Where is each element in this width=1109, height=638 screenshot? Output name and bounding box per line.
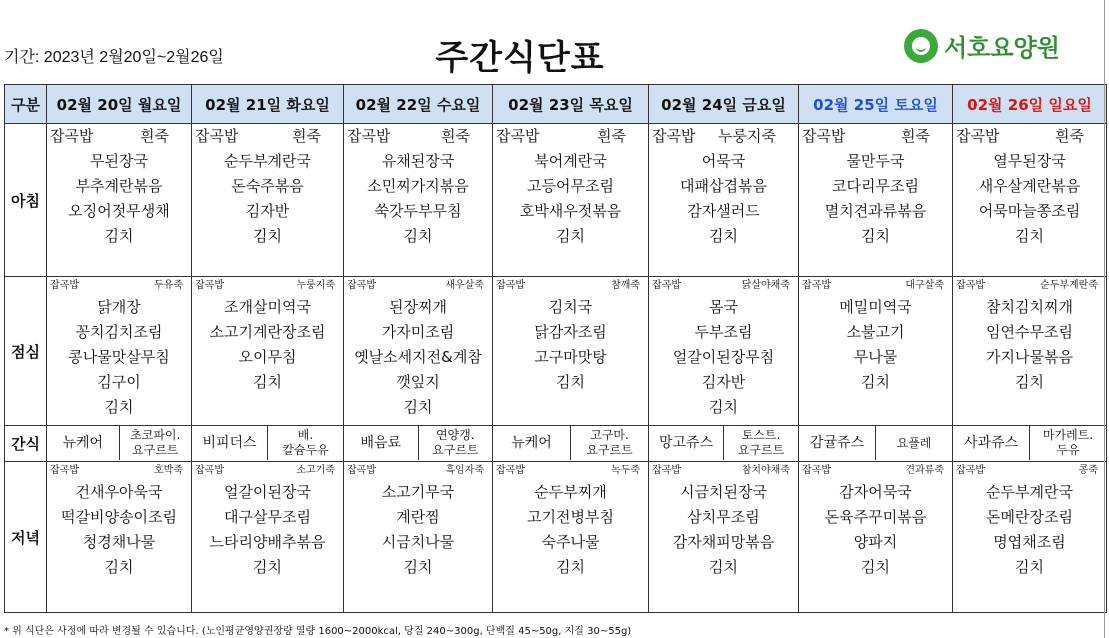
rice-line [493, 124, 648, 149]
menu-item: 오이무침 [238, 348, 297, 366]
snack-item: 배. 칼슘두유 [267, 426, 343, 460]
menu-item: 임연수무조림 [986, 323, 1073, 341]
rice-line [493, 277, 648, 295]
rice-item: 잡곡밥 [50, 280, 79, 291]
porridge-item: 대구살죽 [905, 280, 944, 291]
menu-item: 김치 [556, 558, 585, 576]
meal-label-snack: 간식 [5, 426, 47, 462]
snack-cell [953, 426, 1107, 462]
logo [904, 28, 1060, 63]
dinner-menu [47, 462, 191, 580]
snack-item: 배음료 [360, 434, 402, 451]
menu-item: 김치 [1015, 227, 1044, 245]
menu-item: 무된장국 [90, 152, 148, 170]
rice-line [493, 462, 648, 480]
menu-item: 소민찌가지볶음 [367, 177, 469, 195]
snack-cell [47, 426, 192, 462]
breakfast-cell [493, 124, 649, 277]
header-label: 구분 [5, 85, 47, 124]
dinner-cell [493, 462, 649, 613]
snack-item: 비피더스 [202, 434, 257, 451]
porridge-item: 누룽지죽 [718, 127, 776, 145]
snack-pair [47, 426, 191, 460]
rice-item: 잡곡밥 [195, 127, 239, 145]
dinner-cell [47, 462, 192, 613]
menu-item: 김치 [104, 558, 134, 576]
menu-item: 순두부계란국 [986, 483, 1073, 501]
dinner-menu [192, 462, 343, 580]
breakfast-menu [649, 124, 798, 249]
lunch-cell [493, 277, 649, 426]
breakfast-cell [192, 124, 344, 277]
menu-item: 순두부계란국 [224, 152, 311, 170]
rice-line [344, 124, 492, 149]
breakfast-menu [47, 124, 191, 249]
snack-pair [493, 426, 648, 460]
lunch-menu [344, 277, 492, 420]
menu-item: 김치 [861, 227, 890, 245]
menu-item: 물만두국 [846, 152, 905, 170]
menu-item: 감자채피망볶음 [672, 533, 775, 551]
lunch-row [5, 277, 1107, 426]
rice-line [47, 462, 191, 480]
rice-item: 잡곡밥 [347, 280, 376, 291]
rice-line [344, 462, 492, 480]
breakfast-cell [344, 124, 493, 277]
menu-item: 닭감자조림 [534, 323, 607, 341]
menu-item: 옛날소세지전&계참 [354, 348, 482, 366]
menu-item: 김자반 [701, 373, 746, 391]
breakfast-cell [953, 124, 1107, 277]
lunch-menu [799, 277, 952, 395]
menu-item: 호박새우젓볶음 [519, 202, 622, 220]
menu-item: 대패삽겹볶음 [680, 177, 767, 195]
rice-item: 잡곡밥 [956, 280, 985, 291]
lunch-cell [953, 277, 1107, 426]
day-header: 02월 21일 화요일 [192, 85, 344, 124]
rice-line [47, 277, 191, 295]
menu-item: 김치 [556, 227, 585, 245]
menu-item: 유채된장국 [381, 152, 455, 170]
meal-label-breakfast: 아침 [5, 124, 47, 277]
page-title: 주간식단표 [435, 38, 605, 78]
lunch-menu [649, 277, 798, 420]
menu-item: 시금치나물 [381, 533, 455, 551]
rice-line [649, 277, 798, 295]
breakfast-row [5, 124, 1107, 277]
weekly-menu-table [4, 84, 1107, 613]
porridge-item: 닭살야채죽 [741, 280, 790, 291]
porridge-item: 견과류죽 [905, 465, 944, 476]
day-header: 02월 22일 수요일 [344, 85, 493, 124]
menu-item: 어묵국 [701, 152, 746, 170]
lunch-menu [953, 277, 1106, 395]
menu-item: 김치 [253, 373, 282, 391]
rice-item: 잡곡밥 [347, 465, 376, 476]
dinner-cell [344, 462, 493, 613]
day-header-sunday: 02월 26일 일요일 [953, 85, 1107, 124]
menu-item: 김치 [709, 558, 738, 576]
lunch-cell [192, 277, 344, 426]
menu-item: 돈숙주볶음 [231, 177, 304, 195]
snack-pair [649, 426, 798, 460]
lunch-cell [344, 277, 493, 426]
snack-pair [799, 426, 952, 460]
menu-item: 오징어젓무생채 [68, 202, 170, 220]
snack-cell [192, 426, 344, 462]
snack-item: 초코파이. 요구르트 [119, 426, 192, 460]
rice-item: 잡곡밥 [802, 280, 831, 291]
rice-item: 잡곡밥 [956, 465, 985, 476]
rice-item: 잡곡밥 [802, 465, 831, 476]
footnote: * 위 식단은 사정에 따라 변경될 수 있습니다. (노인평균영양권장량 열량 1600~2000kcal, 당질 240~300g, 단백질 45~50g, 지질 30~55g) [4, 626, 632, 637]
rice-item: 잡곡밥 [195, 280, 224, 291]
rice-item: 잡곡밥 [347, 127, 391, 145]
snack-cell [493, 426, 649, 462]
snack-item: 마가레트. 두유 [1029, 426, 1106, 460]
porridge-item: 두유죽 [154, 280, 183, 291]
dinner-row [5, 462, 1107, 613]
menu-item: 된장찌개 [389, 298, 447, 316]
dinner-menu [649, 462, 798, 580]
menu-item: 김치 [861, 373, 890, 391]
menu-item: 돈메란장조림 [986, 508, 1073, 526]
breakfast-cell [47, 124, 192, 277]
porridge-item: 흰죽 [441, 127, 470, 145]
header-row [5, 85, 1107, 124]
porridge-item: 참치야채죽 [741, 465, 790, 476]
porridge-item: 콩죽 [1078, 465, 1098, 476]
rice-line [953, 462, 1106, 480]
day-header: 02월 24일 금요일 [649, 85, 799, 124]
menu-item: 어묵마늘쫑조림 [978, 202, 1081, 220]
day-header: 02월 23일 목요일 [493, 85, 649, 124]
dinner-menu [799, 462, 952, 580]
logo-name: 서호요양원 [944, 34, 1060, 62]
menu-item: 돈육주꾸미볶음 [824, 508, 927, 526]
menu-item: 무나물 [853, 348, 898, 366]
menu-item: 김치 [1015, 373, 1044, 391]
menu-item: 김자반 [245, 202, 290, 220]
porridge-item: 누룽지죽 [296, 280, 335, 291]
menu-item: 김치 [253, 558, 282, 576]
breakfast-menu [799, 124, 952, 249]
menu-item: 닭개장 [97, 298, 141, 316]
menu-item: 북어계란국 [534, 152, 607, 170]
snack-pair [192, 426, 343, 460]
menu-item: 소고기계란장조림 [209, 323, 326, 341]
snack-item: 망고쥬스 [658, 434, 714, 451]
menu-item: 삼치무조림 [687, 508, 760, 526]
rice-item: 잡곡밥 [50, 127, 94, 145]
menu-item: 떡갈비양송이조림 [61, 508, 177, 526]
rice-line [953, 124, 1106, 149]
rice-line [344, 277, 492, 295]
menu-item: 청경채나물 [82, 533, 156, 551]
lunch-cell [649, 277, 799, 426]
dinner-cell [649, 462, 799, 613]
rice-line [953, 277, 1106, 295]
menu-item: 감자어묵국 [839, 483, 912, 501]
snack-item: 요플레 [875, 426, 952, 460]
period-text: 기간: 2023년 2월20일~2월26일 [4, 49, 224, 66]
rice-line [192, 462, 343, 480]
breakfast-menu [493, 124, 648, 249]
menu-item: 느타리양배추볶음 [209, 533, 326, 551]
snack-pair [344, 426, 492, 460]
menu-item: 참치김치찌개 [986, 298, 1073, 316]
menu-item: 김치 [104, 227, 134, 245]
menu-item: 계란찜 [396, 508, 440, 526]
lunch-cell [799, 277, 953, 426]
menu-item: 고구마맛탕 [534, 348, 607, 366]
snack-cell [344, 426, 493, 462]
dinner-menu [493, 462, 648, 580]
menu-item: 두부조림 [694, 323, 753, 341]
porridge-item: 참깨죽 [611, 280, 640, 291]
menu-item: 대구살무조림 [224, 508, 311, 526]
rice-item: 잡곡밥 [652, 127, 696, 145]
menu-item: 조개살미역국 [224, 298, 311, 316]
meal-label-lunch: 점심 [5, 277, 47, 426]
snack-item: 연양갱. 요구르트 [418, 426, 493, 460]
snack-item: 뉴케어 [511, 434, 552, 451]
menu-item: 김치 [861, 558, 890, 576]
porridge-item: 녹두죽 [611, 465, 640, 476]
menu-item: 고기전병부침 [527, 508, 614, 526]
snack-item: 감귤쥬스 [809, 434, 865, 451]
snack-item: 고구마. 요구르트 [570, 426, 648, 460]
menu-item: 열무된장국 [993, 152, 1066, 170]
menu-item: 감자샐러드 [687, 202, 760, 220]
menu-item: 김치 [104, 398, 134, 416]
rice-item: 잡곡밥 [956, 127, 1000, 145]
smile-face-icon [904, 29, 938, 63]
breakfast-cell [649, 124, 799, 277]
rice-line [192, 277, 343, 295]
porridge-item: 흰죽 [901, 127, 930, 145]
menu-item: 건새우아욱국 [75, 483, 163, 501]
menu-item: 깻잎지 [396, 373, 440, 391]
porridge-item: 흰죽 [140, 127, 169, 145]
menu-item: 멸치견과류볶음 [824, 202, 927, 220]
porridge-item: 흰죽 [292, 127, 321, 145]
menu-item: 얼갈이된장무침 [672, 348, 775, 366]
rice-line [47, 124, 191, 149]
porridge-item: 새우살죽 [445, 280, 484, 291]
day-header-saturday: 02월 25일 토요일 [799, 85, 953, 124]
rice-line [799, 124, 952, 149]
breakfast-menu [192, 124, 343, 249]
menu-item: 고등어무조림 [527, 177, 614, 195]
rice-item: 잡곡밥 [496, 280, 525, 291]
menu-item: 김치 [403, 398, 433, 416]
menu-item: 김치 [709, 398, 738, 416]
porridge-item: 순두부계란죽 [1040, 280, 1098, 291]
porridge-item: 흰죽 [1055, 127, 1084, 145]
porridge-item: 소고기죽 [296, 465, 335, 476]
menu-item: 소고기무국 [381, 483, 455, 501]
menu-item: 김치 [709, 227, 738, 245]
rice-item: 잡곡밥 [802, 127, 846, 145]
lunch-menu [192, 277, 343, 395]
menu-item: 부추계란볶음 [75, 177, 163, 195]
dinner-cell [953, 462, 1107, 613]
menu-item: 얼갈이된장국 [224, 483, 311, 501]
rice-item: 잡곡밥 [652, 465, 681, 476]
snack-cell [799, 426, 953, 462]
day-header: 02월 20일 월요일 [47, 85, 192, 124]
menu-item: 김치 [1015, 558, 1044, 576]
menu-item: 양파지 [853, 533, 898, 551]
rice-item: 잡곡밥 [496, 465, 525, 476]
rice-item: 잡곡밥 [50, 465, 79, 476]
rice-line [799, 462, 952, 480]
menu-item: 소불고기 [846, 323, 905, 341]
snack-row [5, 426, 1107, 462]
rice-line [799, 277, 952, 295]
rice-line [649, 462, 798, 480]
menu-item: 순두부찌개 [534, 483, 607, 501]
dinner-menu [344, 462, 492, 580]
porridge-item: 흑임자죽 [445, 465, 484, 476]
lunch-menu [47, 277, 191, 420]
menu-item: 김치국 [548, 298, 593, 316]
snack-item: 토스트. 요구르트 [723, 426, 798, 460]
rice-item: 잡곡밥 [652, 280, 681, 291]
menu-item: 김치 [403, 558, 433, 576]
lunch-menu [493, 277, 648, 395]
snack-pair [953, 426, 1106, 460]
snack-cell [649, 426, 799, 462]
breakfast-menu [953, 124, 1106, 249]
menu-item: 시금치된장국 [680, 483, 767, 501]
menu-item: 꽁치김치조림 [75, 323, 163, 341]
rice-line [192, 124, 343, 149]
rice-item: 잡곡밥 [195, 465, 224, 476]
menu-item: 김치 [556, 373, 585, 391]
dinner-cell [799, 462, 953, 613]
menu-item: 코다리무조림 [832, 177, 919, 195]
snack-item: 사과쥬스 [963, 434, 1019, 451]
menu-item: 김구이 [97, 373, 141, 391]
menu-item: 숙주나물 [541, 533, 600, 551]
menu-item: 몸국 [709, 298, 738, 316]
menu-item: 쑥갓두부무침 [374, 202, 462, 220]
menu-item: 가자미조림 [381, 323, 455, 341]
menu-item: 메밀미역국 [839, 298, 912, 316]
menu-item: 가지나물볶음 [986, 348, 1073, 366]
rice-line [649, 124, 798, 149]
snack-item: 뉴케어 [62, 434, 104, 451]
dinner-cell [192, 462, 344, 613]
menu-item: 콩나물맛살무침 [68, 348, 170, 366]
breakfast-menu [344, 124, 492, 249]
window-edge [1104, 0, 1105, 638]
meal-label-dinner: 저녁 [5, 462, 47, 613]
menu-item: 새우살계란볶음 [978, 177, 1081, 195]
dinner-menu [953, 462, 1106, 580]
menu-item: 김치 [403, 227, 433, 245]
breakfast-cell [799, 124, 953, 277]
rice-item: 잡곡밥 [496, 127, 540, 145]
porridge-item: 호박죽 [154, 465, 183, 476]
porridge-item: 흰죽 [597, 127, 626, 145]
lunch-cell [47, 277, 192, 426]
menu-item: 명엽채조림 [993, 533, 1066, 551]
menu-item: 김치 [253, 227, 282, 245]
